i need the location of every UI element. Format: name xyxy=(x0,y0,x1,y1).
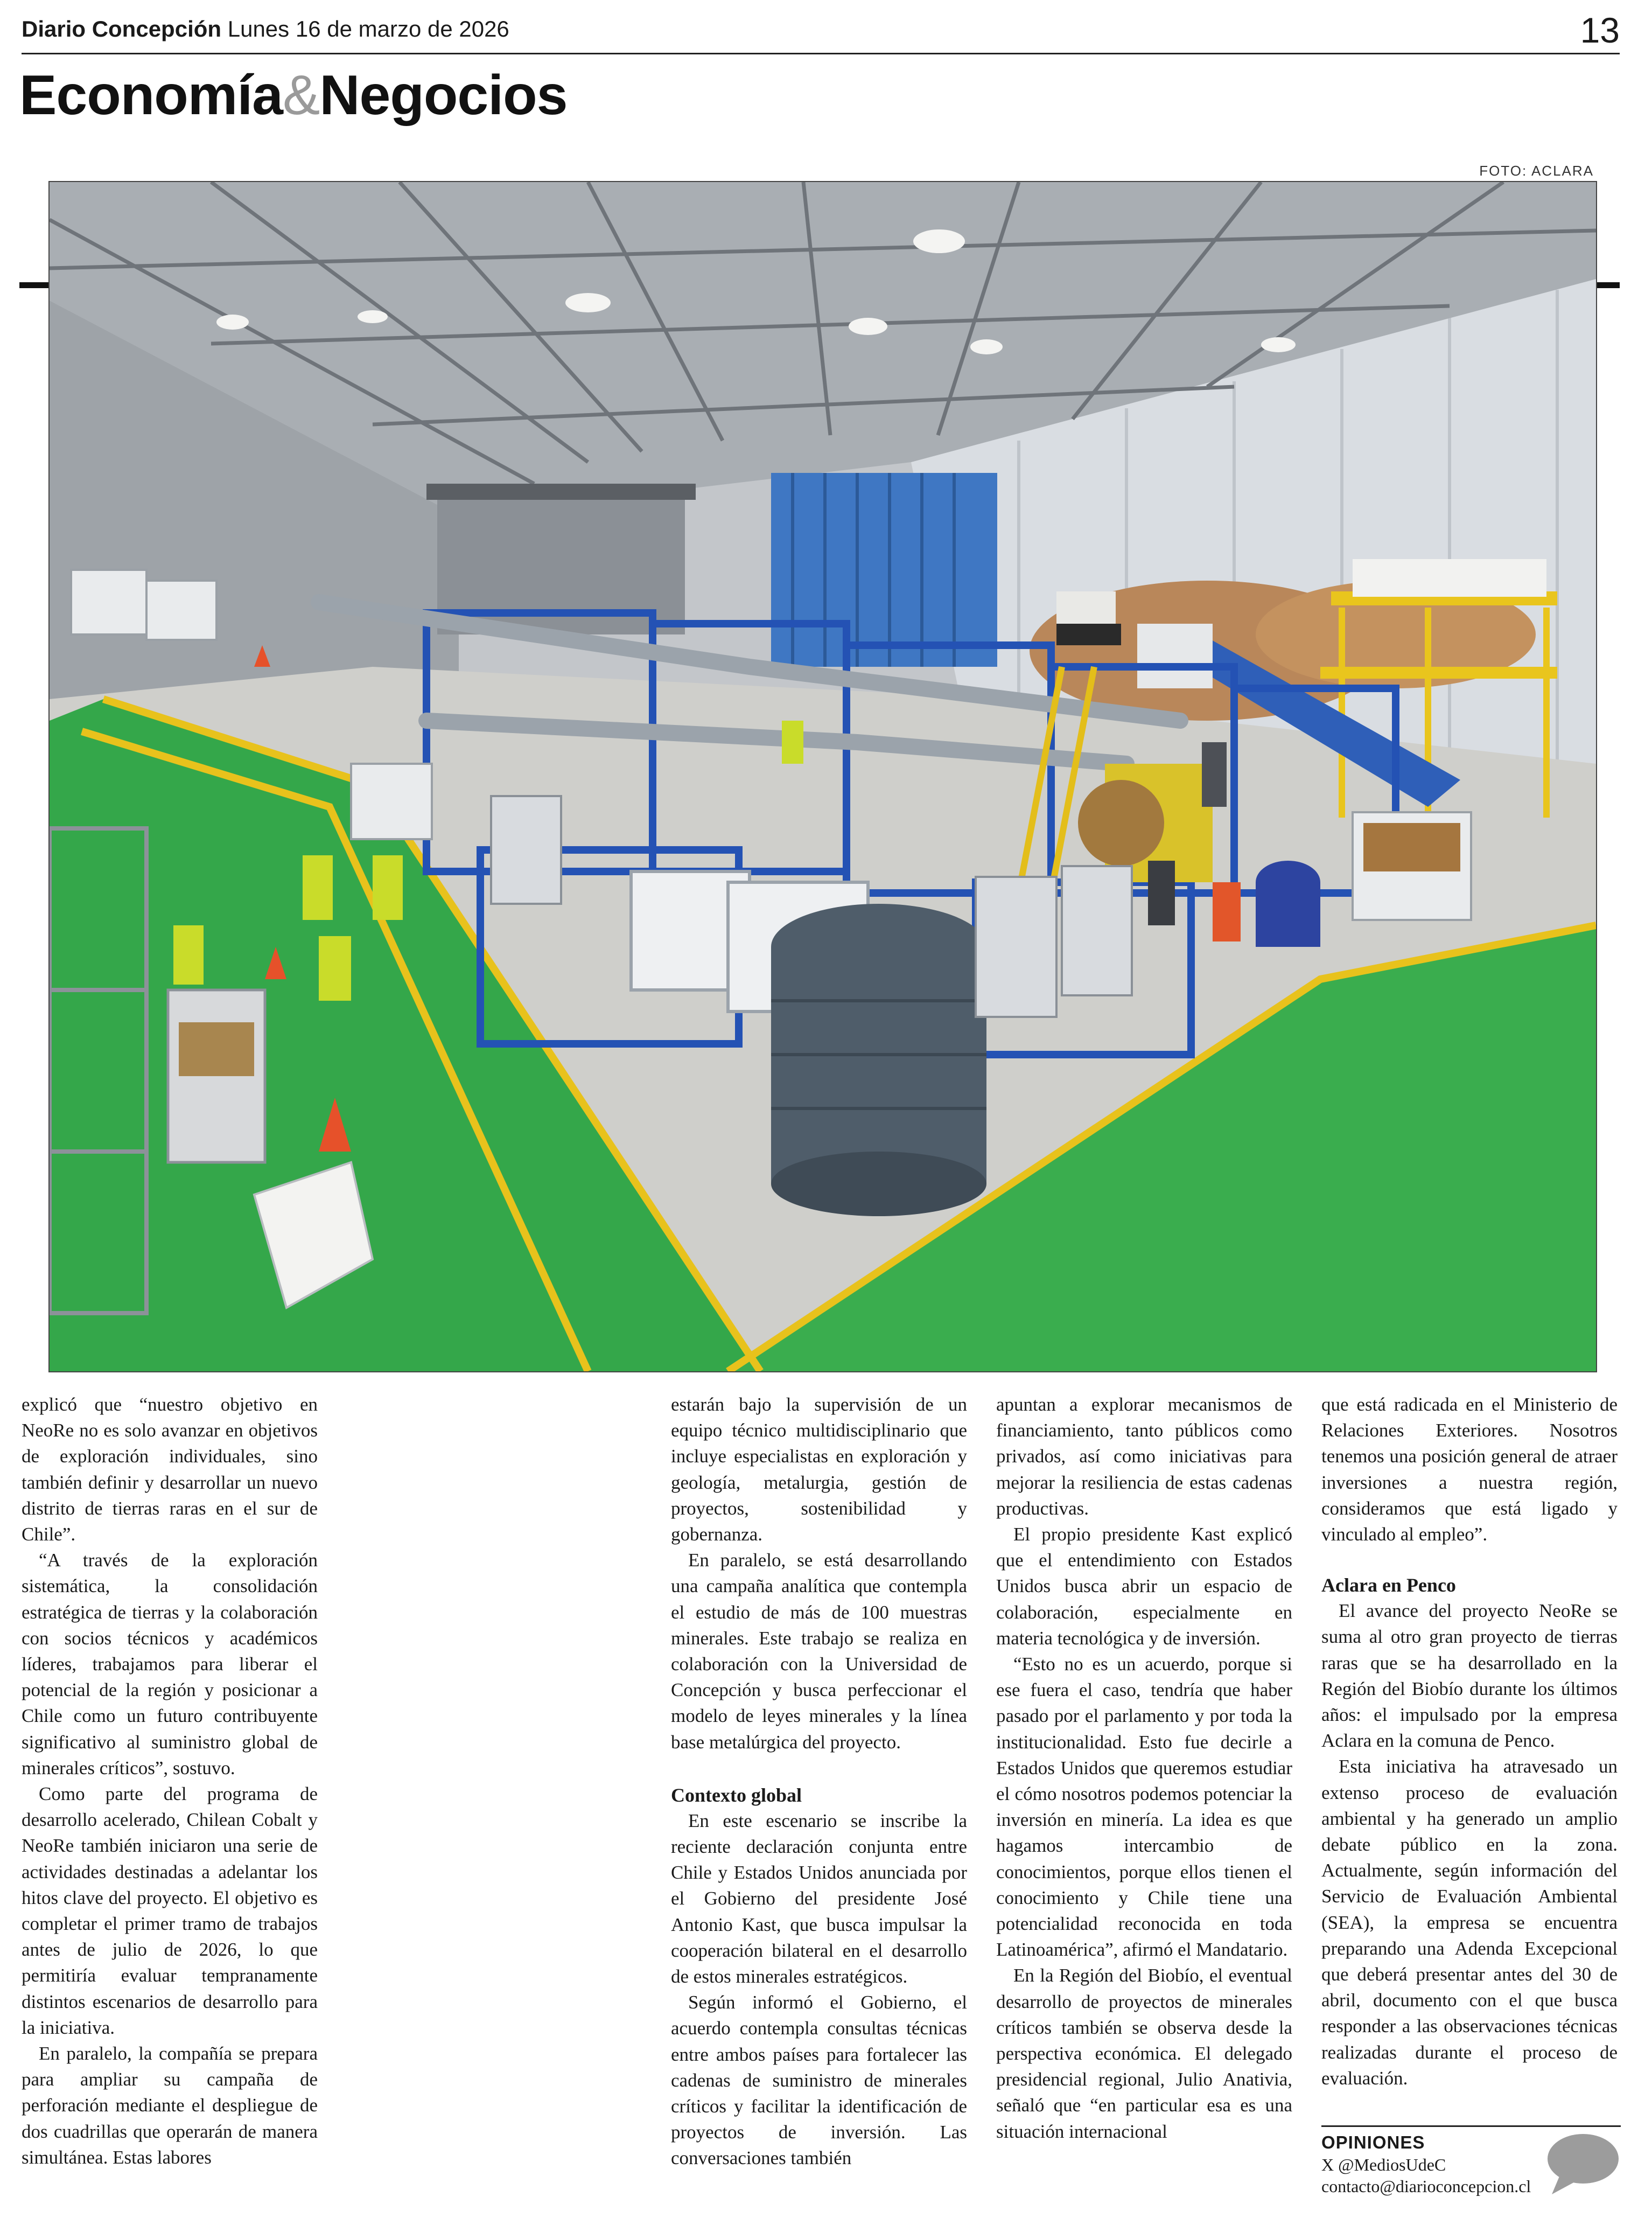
section-title-part1: Economía xyxy=(19,64,283,127)
paragraph: Como parte del programa de desarrollo acelerado, Chilean Cobalt y NeoRe también iniciaron una serie de actividades destinadas a adelantar los hitos clave del proyecto. El objetivo es completar el primer tramo de trabajos antes de julio de 2026, lo que permitiría evaluar tempranamente distintos escenarios de desarrollo para la iniciativa. xyxy=(22,1783,318,2038)
paragraph: En la Región del Biobío, el eventual desarrollo de proyectos de minerales críticos también se observa desde la perspectiva económica. El delegado presidencial regional, Julio Anativia, señaló que “en particular esa es una situación internacional xyxy=(996,1965,1292,2142)
paragraph: estarán bajo la supervisión de un equipo técnico multidisciplinario que incluye especialistas en exploración y geología, metalurgia, gestión de proyectos, sostenibilidad y gobernanza. xyxy=(671,1394,967,1545)
article-column-4 xyxy=(1321,1392,1618,2091)
paragraph: En paralelo, se está desarrollando una campaña analítica que contempla el estudio de más de 100 muestras minerales. Este trabajo se realiza en colaboración con la Universidad de Concepción y busca perfeccionar el modelo de leyes minerales y la línea base metalúrgica del proyecto. xyxy=(671,1550,967,1753)
subheading-contexto-global: Contexto global xyxy=(671,1784,802,1806)
paragraph: explicó que “nuestro objetivo en NeoRe no es solo avanzar en objetivos de exploración individuales, sino también definir y desarrollar un nuevo distrito de tierras raras en el sur de Chile”. xyxy=(22,1394,318,1545)
paragraph: apuntan a explorar mecanismos de financiamiento, tanto públicos como privados, así como iniciativas para mejorar la resiliencia de estas cadenas productivas. xyxy=(996,1394,1292,1519)
paragraph: Esta iniciativa ha atravesado un extenso proceso de evaluación ambiental y ha generado un amplio debate público en la zona. Actualmente, según información del Servicio de Evaluación Ambiental (SEA), la empresa se encuentra preparando una Adenda Excepcional que deberá presentar antes del 30 de abril, documento con el que busca responder a las observaciones técnicas realizadas durante el proceso de evaluación. xyxy=(1321,1756,1618,2089)
paragraph: “A través de la exploración sistemática, la consolidación estratégica de tierras y la colaboración con socios técnicos y académicos líderes, trabajamos para liberar el potencial de la región y posicionar a Chile como un futuro contribuyente significativo al suministro global de minerales críticos”, sostuvo. xyxy=(22,1550,318,1778)
article-column-1 xyxy=(22,1392,318,2171)
opinions-email: contacto@diarioconcepcion.cl xyxy=(1321,2177,1531,2196)
paragraph: El avance del proyecto NeoRe se suma al otro gran proyecto de tierras raras que se ha desarrollado en la Región del Biobío durante los últimos años: el impulsado por la empresa Aclara en la comuna de Penco. xyxy=(1321,1600,1618,1752)
paragraph: En paralelo, la compañía se prepara para ampliar su campaña de perforación mediante el despliegue de dos cuadrillas que operarán de manera simultánea. Estas labores xyxy=(22,2043,318,2168)
issue-date: Lunes 16 de marzo de 2026 xyxy=(227,16,509,41)
plant-photo xyxy=(48,181,1597,1372)
header-rule xyxy=(22,53,1620,54)
page-number: 13 xyxy=(1580,10,1620,50)
speech-bubble-icon xyxy=(1544,2132,1620,2196)
paragraph: En este escenario se inscribe la reciente declaración conjunta entre Chile y Estados Unidos anunciada por el Gobierno del presidente José Antonio Kast, que busca impulsar la cooperación bilateral en el desarrollo de estos minerales estratégicos. xyxy=(671,1810,967,1987)
section-title xyxy=(19,64,567,128)
masthead xyxy=(22,16,509,42)
newspaper-name: Diario Concepción xyxy=(22,16,222,41)
section-title-part2: Negocios xyxy=(319,64,568,127)
paragraph: El propio presidente Kast explicó que el entendimiento con Estados Unidos busca abrir un espacio de colaboración, especialmente en materia tecnológica y de inversión. xyxy=(996,1524,1292,1649)
paragraph: Según informó el Gobierno, el acuerdo contempla consultas técnicas entre ambos países para fortalecer las cadenas de suministro de minerales críticos y facilitar la identificación de proyectos de inversión. Las conversaciones también xyxy=(671,1992,967,2169)
opinions-rule xyxy=(1321,2125,1621,2127)
paragraph: “Esto no es un acuerdo, porque si ese fuera el caso, tendría que haber pasado por el parlamento y por toda la institucionalidad. Esto fue decirle a Estados Unidos que queremos estudiar el cómo nosotros podemos potenciar la inversión en minería. La idea es que hagamos intercambio de conocimientos, porque ellos tienen el conocimiento y Chile tiene una potencialidad reconocida en toda Latinoamérica”, afirmó el Mandatario. xyxy=(996,1654,1292,1961)
section-title-ampersand: & xyxy=(283,64,320,127)
paragraph: que está radicada en el Ministerio de Relaciones Exteriores. Nosotros tenemos una posición general de atraer inversiones a nuestra región, consideramos que está ligado y vinculado al empleo”. xyxy=(1321,1394,1618,1545)
article-column-2 xyxy=(671,1392,967,2172)
article-column-3 xyxy=(996,1392,1292,2145)
subheading-aclara-en-penco: Aclara en Penco xyxy=(1321,1574,1456,1596)
opinions-label: OPINIONES xyxy=(1321,2132,1425,2152)
opinions-social-handle: X @MediosUdeC xyxy=(1321,2155,1446,2174)
right-accent-rule xyxy=(1595,282,1620,288)
left-accent-rule xyxy=(19,282,50,288)
photo-credit: FOTO: ACLARA xyxy=(1479,163,1594,179)
